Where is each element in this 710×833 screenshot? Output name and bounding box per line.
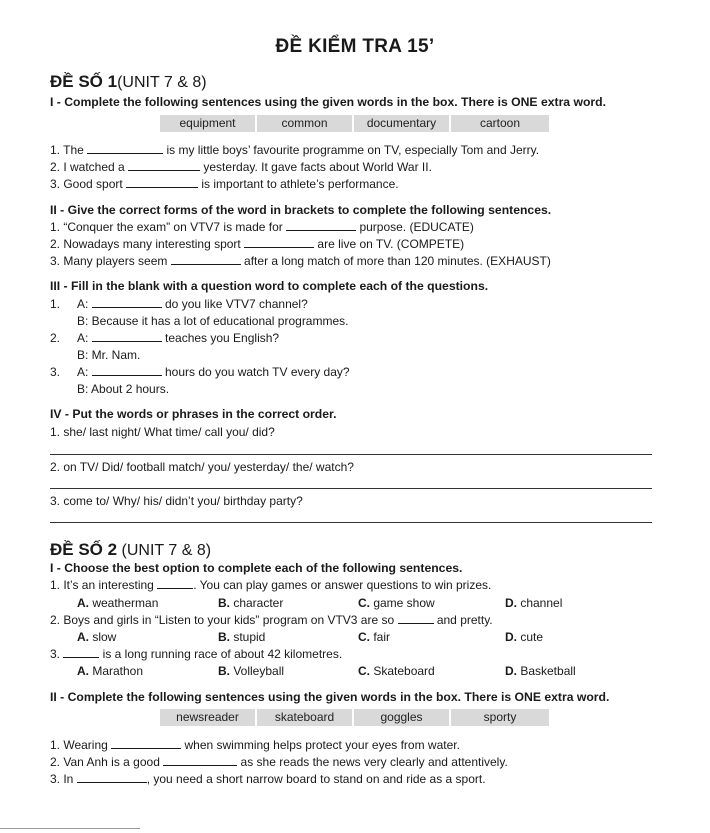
option-text: slow: [89, 630, 117, 644]
sentence-text: 1. “Conquer the exam” on VTV7 is made for: [50, 220, 287, 234]
option-text: channel: [517, 596, 563, 610]
answer-line[interactable]: [50, 454, 652, 455]
option-text: stupid: [230, 630, 266, 644]
option-d[interactable]: [505, 630, 543, 644]
sentence-text: purpose. (EDUCATE): [356, 220, 474, 234]
test1-sec4-item-3: 3. come to/ Why/ his/ didn’t you/ birthday party?: [50, 494, 303, 508]
word-box-item: sporty: [451, 709, 549, 726]
sentence-text: 3.: [50, 647, 64, 661]
test1-sec1-item-2: [50, 160, 432, 174]
sentence-text: , you need a short narrow board to stand on and ride as a sport.: [146, 772, 486, 786]
test2-sec1-item-1: [50, 578, 491, 592]
test1-heading-label: ĐỀ SỐ 1: [50, 72, 118, 91]
test1-sec1-title: I - Complete the following sentences using the given words in the box. There is ONE extra word.: [50, 95, 606, 109]
test1-sec3-item-1-a: [50, 297, 308, 311]
word-box-item: skateboard: [257, 709, 352, 726]
test1-heading: [50, 72, 207, 92]
option-letter: D.: [505, 596, 517, 610]
sentence-text: 2. Nowadays many interesting sport: [50, 237, 245, 251]
test1-sec1-item-3: [50, 177, 399, 191]
option-a[interactable]: [77, 596, 158, 610]
sentence-text: is a long running race of about 42 kilometres.: [99, 647, 343, 661]
answer-line[interactable]: [50, 488, 652, 489]
answer-blank[interactable]: [244, 237, 314, 248]
option-b[interactable]: [218, 664, 284, 678]
test2-sec2-item-1: [50, 738, 460, 752]
test1-sec1-item-1: [50, 143, 539, 157]
option-letter: A.: [77, 630, 89, 644]
option-text: Marathon: [89, 664, 144, 678]
test2-sec2-title: II - Complete the following sentences using the given words in the box. There is ONE extra word.: [50, 690, 610, 704]
sentence-text: after a long match of more than 120 minutes. (EXHAUST): [240, 254, 551, 268]
sentence-text: is my little boys’ favourite programme on TV, especially Tom and Jerry.: [163, 143, 540, 157]
option-d[interactable]: [505, 664, 576, 678]
answer-blank[interactable]: [92, 297, 162, 308]
option-text: weatherman: [89, 596, 159, 610]
test1-sec3-item-2-b: B: Mr. Nam.: [77, 348, 141, 362]
test1-sec2-item-2: [50, 237, 464, 251]
test1-word-box: [160, 115, 549, 132]
sentence-text: 2. I watched a: [50, 160, 129, 174]
word-box-item: newsreader: [160, 709, 255, 726]
option-d[interactable]: [505, 596, 562, 610]
option-text: game show: [370, 596, 435, 610]
option-a[interactable]: [77, 664, 143, 678]
answer-line[interactable]: [50, 522, 652, 523]
option-letter: D.: [505, 664, 517, 678]
sentence-text: yesterday. It gave facts about World War II.: [200, 160, 432, 174]
test1-heading-unit: (UNIT 7 & 8): [117, 74, 207, 91]
word-box-item: common: [257, 115, 352, 132]
sentence-text: 1. It’s an interesting: [50, 578, 158, 592]
test2-heading-unit: (UNIT 7 & 8): [117, 542, 212, 559]
option-text: cute: [517, 630, 544, 644]
footer-divider: [0, 828, 140, 829]
sentence-text: hours do you watch TV every day?: [161, 365, 350, 379]
item-number: 1.: [50, 297, 61, 311]
test2-sec1-title: I - Choose the best option to complete each of the following sentences.: [50, 561, 463, 575]
item-number: 3.: [50, 365, 61, 379]
answer-blank[interactable]: [111, 738, 181, 749]
sentence-text: 3. Many players seem: [50, 254, 171, 268]
test1-sec3-item-3-a: [50, 365, 350, 379]
sentence-text: A:: [77, 297, 92, 311]
option-a[interactable]: [77, 630, 116, 644]
sentence-text: 3. In: [50, 772, 77, 786]
option-letter: C.: [358, 664, 370, 678]
option-c[interactable]: [358, 596, 435, 610]
option-text: Skateboard: [370, 664, 435, 678]
answer-blank[interactable]: [171, 254, 241, 265]
sentence-text: 2. Van Anh is a good: [50, 755, 164, 769]
sentence-text: when swimming helps protect your eyes from water.: [181, 738, 460, 752]
answer-blank[interactable]: [92, 331, 162, 342]
option-letter: B.: [218, 664, 230, 678]
option-letter: C.: [358, 630, 370, 644]
sentence-text: 1. Wearing: [50, 738, 112, 752]
word-box-item: documentary: [354, 115, 449, 132]
word-box-item: goggles: [354, 709, 449, 726]
word-box-item: equipment: [160, 115, 255, 132]
test1-sec3-title: III - Fill in the blank with a question word to complete each of the questions.: [50, 279, 489, 293]
option-b[interactable]: [218, 596, 283, 610]
sentence-text: 3. Good sport: [50, 177, 127, 191]
answer-blank[interactable]: [126, 177, 198, 188]
test1-sec3-item-2-a: [50, 331, 279, 345]
sentence-text: do you like VTV7 channel?: [161, 297, 308, 311]
option-letter: A.: [77, 664, 89, 678]
test1-sec2-item-1: [50, 220, 474, 234]
sentence-text: and pretty.: [433, 613, 493, 627]
test1-sec4-item-2: 2. on TV/ Did/ football match/ you/ yesterday/ the/ watch?: [50, 460, 354, 474]
test1-sec3-item-1-b: B: Because it has a lot of educational programmes.: [77, 314, 349, 328]
word-box-item: cartoon: [451, 115, 549, 132]
answer-blank[interactable]: [398, 613, 434, 624]
option-text: Basketball: [517, 664, 576, 678]
option-letter: B.: [218, 630, 230, 644]
test2-sec2-item-3: [50, 772, 486, 786]
option-text: Volleyball: [230, 664, 285, 678]
item-number: 2.: [50, 331, 61, 345]
sentence-text: A:: [77, 365, 92, 379]
option-letter: A.: [77, 596, 89, 610]
answer-blank[interactable]: [157, 578, 193, 589]
test1-sec3-item-3-b: B: About 2 hours.: [77, 382, 170, 396]
sentence-text: are live on TV. (COMPETE): [314, 237, 465, 251]
answer-blank[interactable]: [63, 647, 99, 658]
test1-sec4-title: IV - Put the words or phrases in the correct order.: [50, 407, 337, 421]
test2-word-box: [160, 709, 549, 726]
page-title: ĐỀ KIỂM TRA 15’: [275, 36, 435, 57]
test1-sec2-item-3: [50, 254, 551, 268]
sentence-text: 1. The: [50, 143, 88, 157]
option-b[interactable]: [218, 630, 265, 644]
answer-blank[interactable]: [87, 143, 163, 154]
option-text: character: [230, 596, 284, 610]
option-text: fair: [370, 630, 391, 644]
test2-heading-label: ĐỀ SỐ 2: [50, 540, 118, 559]
option-c[interactable]: [358, 630, 390, 644]
test2-sec1-item-3: [50, 647, 342, 661]
sentence-text: is important to athlete’s performance.: [198, 177, 399, 191]
answer-blank[interactable]: [77, 772, 147, 783]
test1-sec2-title: II - Give the correct forms of the word in brackets to complete the following sentences.: [50, 203, 552, 217]
sentence-text: teaches you English?: [161, 331, 280, 345]
answer-blank[interactable]: [163, 755, 237, 766]
option-letter: D.: [505, 630, 517, 644]
sentence-text: . You can play games or answer questions to win prizes.: [193, 578, 492, 592]
test2-sec1-item-2: [50, 613, 493, 627]
option-c[interactable]: [358, 664, 435, 678]
answer-blank[interactable]: [128, 160, 200, 171]
sentence-text: A:: [77, 331, 92, 345]
test2-heading: [50, 540, 211, 560]
option-letter: B.: [218, 596, 230, 610]
sentence-text: 2. Boys and girls in “Listen to your kids” program on VTV3 are so: [50, 613, 398, 627]
answer-blank[interactable]: [92, 365, 162, 376]
test2-sec2-item-2: [50, 755, 508, 769]
answer-blank[interactable]: [286, 220, 356, 231]
option-letter: C.: [358, 596, 370, 610]
test1-sec4-item-1: 1. she/ last night/ What time/ call you/ did?: [50, 425, 275, 439]
sentence-text: as she reads the news very clearly and attentively.: [237, 755, 508, 769]
